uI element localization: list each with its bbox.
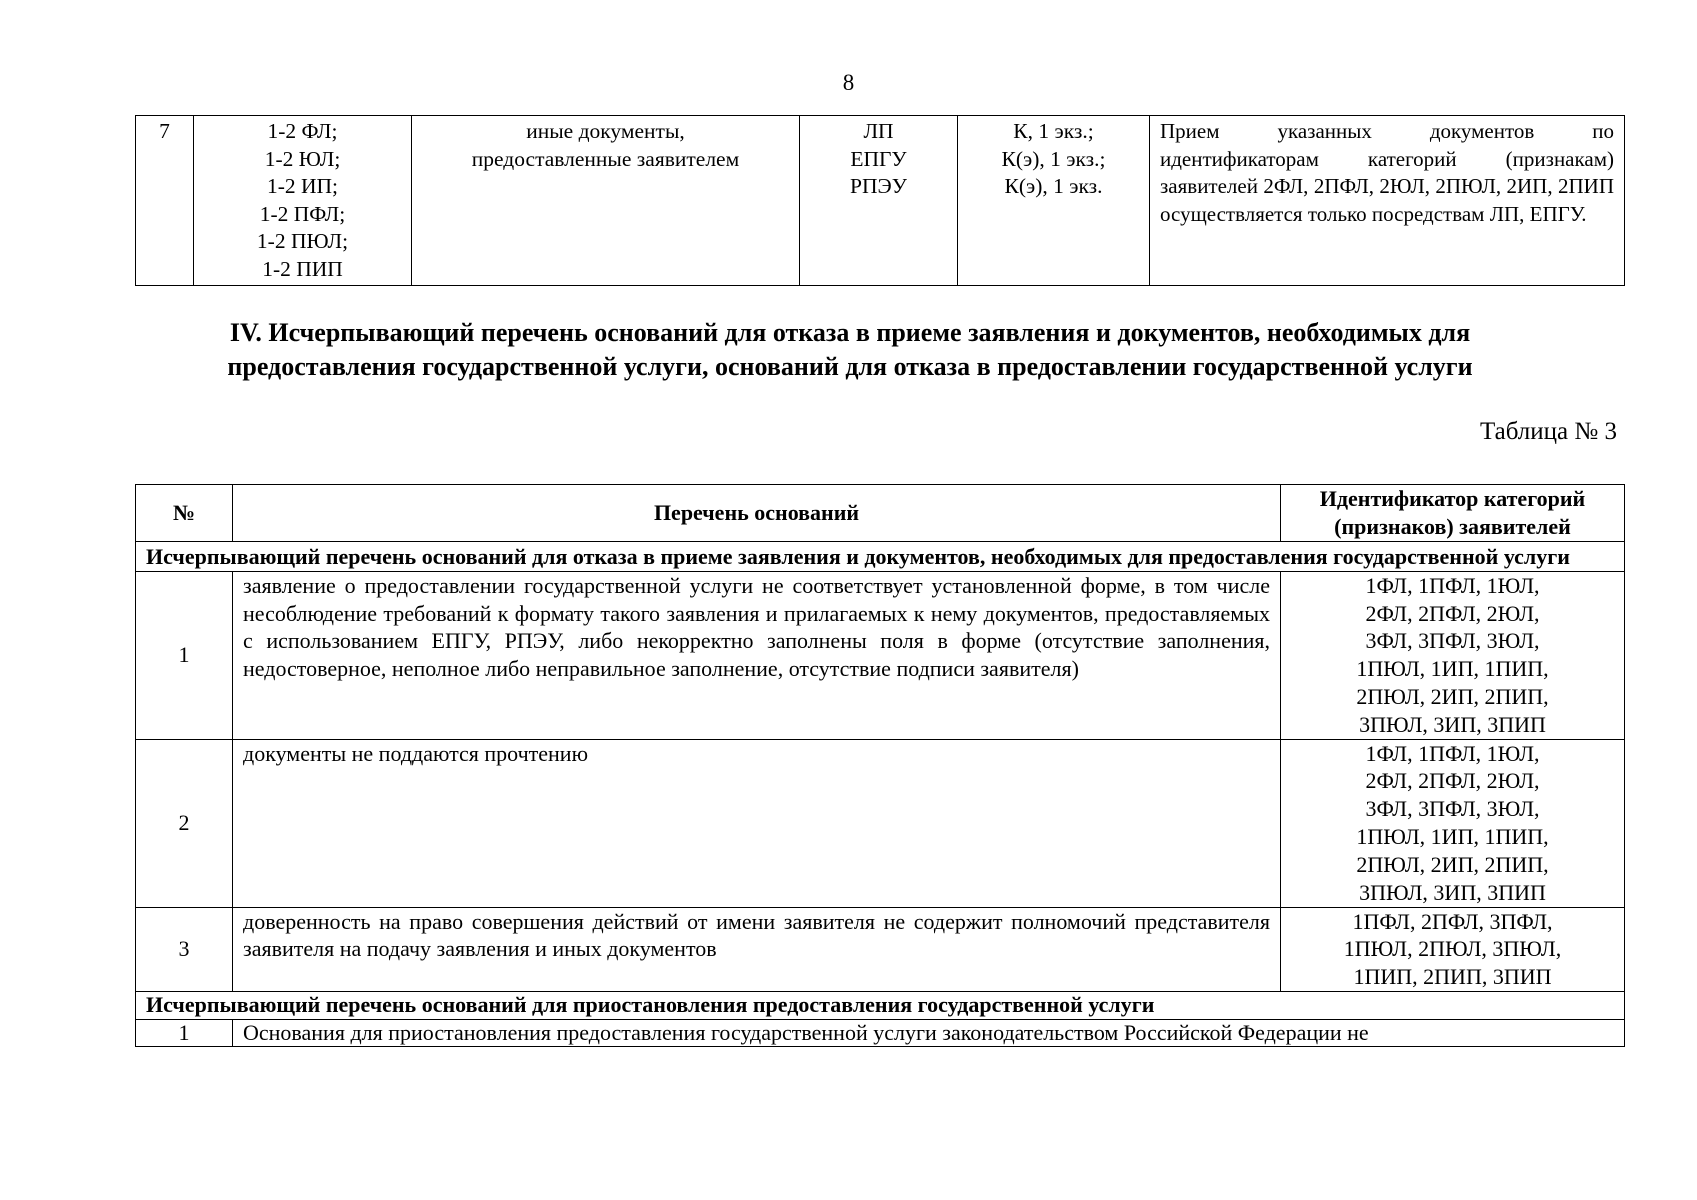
row-number: 1	[136, 571, 233, 739]
applicant-identifiers: 1ФЛ, 1ПФЛ, 1ЮЛ, 2ФЛ, 2ПФЛ, 2ЮЛ, 3ФЛ, 3ПФЛ, 3ЮЛ, 1ПЮЛ, 1ИП, 1ПИП, 2ПЮЛ, 2ИП, 2ПИП, 3ПЮЛ, 3ИП, 3ПИП	[1281, 571, 1625, 739]
document-name: иные документы, предоставленные заявителем	[412, 116, 800, 286]
reason-text: заявление о предоставлении государственной услуги не соответствует установленной форме, в том числе несоблюдение требований к формату такого заявления и прилагаемых к нему документов, предоставляемых с использованием ЕПГУ, РПЭУ, либо некорректно заполнены поля в форме (отсутствие заполнения, недостоверное, неполное либо неправильное заполнение, отсутствие подписи заявителя)	[233, 571, 1281, 739]
refusal-grounds-table	[135, 484, 1625, 1047]
table-row	[136, 739, 1625, 907]
section-row	[136, 991, 1625, 1019]
table-header-row	[136, 485, 1625, 542]
header-reasons: Перечень оснований	[233, 485, 1281, 542]
reason-text: документы не поддаются прочтению	[233, 739, 1281, 907]
document-form: К, 1 экз.; К(э), 1 экз.; К(э), 1 экз.	[958, 116, 1150, 286]
applicant-categories: 1-2 ФЛ; 1-2 ЮЛ; 1-2 ИП; 1-2 ПФЛ; 1-2 ПЮЛ; 1-2 ПИП	[194, 116, 412, 286]
section-title: IV. Исчерпывающий перечень оснований для отказа в приеме заявления и документов, необходимых для предоставления государственной услуги, оснований для отказа в предоставлении государственной услуги	[227, 318, 1473, 381]
section1-title: Исчерпывающий перечень оснований для отказа в приеме заявления и документов, необходимых для предоставления государственной услуги	[136, 542, 1625, 572]
header-number: №	[136, 485, 233, 542]
row-number: 2	[136, 739, 233, 907]
table-row	[136, 1019, 1625, 1046]
reason-text: доверенность на право совершения действий от имени заявителя не содержит полномочий представителя заявителя на подачу заявления и иных документов	[233, 907, 1281, 991]
row-number: 7	[136, 116, 194, 286]
row-number: 1	[136, 1019, 233, 1046]
table-row	[136, 116, 1625, 286]
applicant-identifiers: 1ПФЛ, 2ПФЛ, 3ПФЛ, 1ПЮЛ, 2ПЮЛ, 3ПЮЛ, 1ПИП, 2ПИП, 3ПИП	[1281, 907, 1625, 991]
table-row	[136, 571, 1625, 739]
note-cell: Прием указанных документов по идентификаторам категорий (признакам) заявителей 2ФЛ, 2ПФЛ, 2ЮЛ, 2ПЮЛ, 2ИП, 2ПИП осуществляется только посредствам ЛП, ЕПГУ.	[1150, 116, 1625, 286]
section2-title: Исчерпывающий перечень оснований для приостановления предоставления государственной услуги	[136, 991, 1625, 1019]
documents-table-continuation	[135, 115, 1625, 286]
suspension-text: Основания для приостановления предоставления государственной услуги законодательством Российской Федерации не	[233, 1019, 1625, 1046]
section-row	[136, 542, 1625, 572]
header-identifier: Идентификатор категорий (признаков) заявителей	[1281, 485, 1625, 542]
submission-channels: ЛП ЕПГУ РПЭУ	[800, 116, 958, 286]
row-number: 3	[136, 907, 233, 991]
page-number: 8	[842, 70, 855, 95]
applicant-identifiers: 1ФЛ, 1ПФЛ, 1ЮЛ, 2ФЛ, 2ПФЛ, 2ЮЛ, 3ФЛ, 3ПФЛ, 3ЮЛ, 1ПЮЛ, 1ИП, 1ПИП, 2ПЮЛ, 2ИП, 2ПИП, 3ПЮЛ, 3ИП, 3ПИП	[1281, 739, 1625, 907]
table-caption: Таблица № 3	[1479, 418, 1617, 445]
table-row	[136, 907, 1625, 991]
